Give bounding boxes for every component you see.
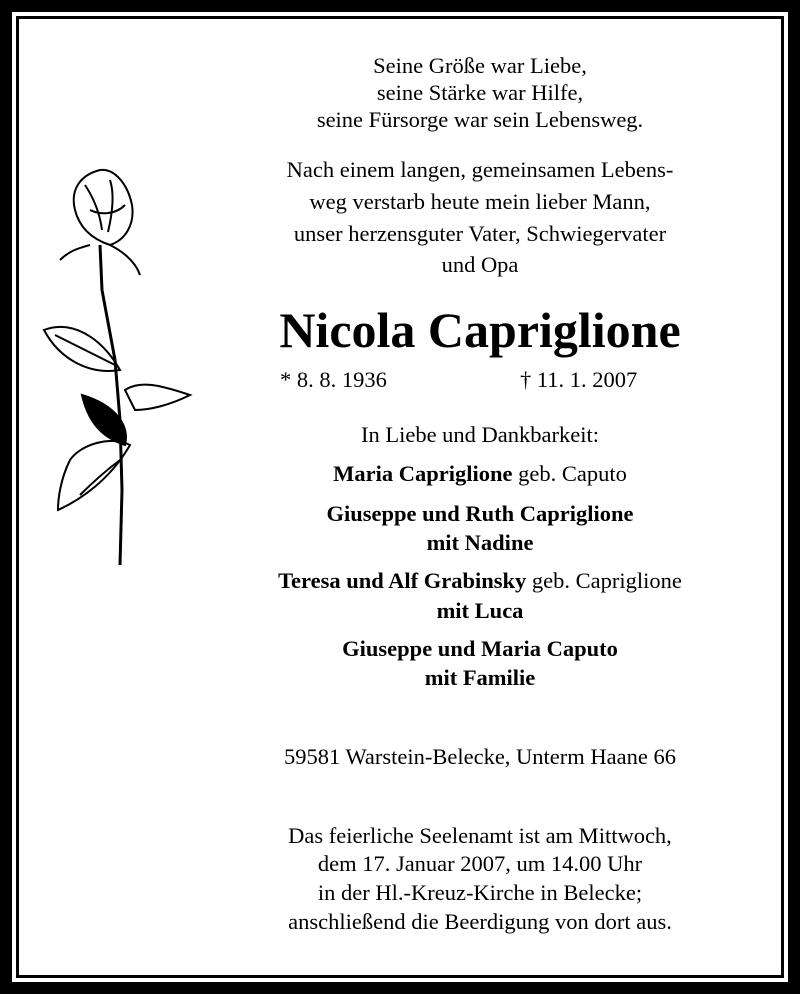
rose-illustration bbox=[40, 160, 200, 580]
mourner-line bbox=[200, 568, 760, 594]
birth-date: * 8. 8. 1936 bbox=[280, 367, 387, 392]
motto-line: seine Stärke war Hilfe, bbox=[376, 80, 584, 105]
motto-line: seine Fürsorge war sein Lebensweg. bbox=[316, 107, 644, 132]
mourner-line: Giuseppe und Maria Caputo bbox=[342, 636, 618, 661]
mourners-heading: In Liebe und Dankbarkeit: bbox=[360, 422, 600, 447]
address: 59581 Warstein-Belecke, Unterm Haane 66 bbox=[283, 744, 676, 769]
intro-line: Nach einem langen, gemeinsamen Lebens- bbox=[286, 157, 674, 182]
motto-line: Seine Größe war Liebe, bbox=[373, 53, 587, 78]
mourner-name: Teresa und Alf Grabinsky bbox=[278, 568, 527, 593]
deceased-name: Nicola Capriglione bbox=[279, 302, 681, 358]
mourner-line bbox=[200, 461, 760, 487]
intro-line: und Opa bbox=[441, 252, 519, 277]
mourner-line: mit Nadine bbox=[426, 530, 534, 555]
intro-line: unser herzensguter Vater, Schwiegervater bbox=[293, 221, 667, 246]
mourner-line: mit Luca bbox=[436, 598, 524, 623]
mourner-line: Giuseppe und Ruth Capriglione bbox=[326, 501, 634, 526]
intro-line: weg verstarb heute mein lieber Mann, bbox=[309, 189, 651, 214]
service-line: Das feierliche Seelenamt ist am Mittwoch, bbox=[288, 823, 672, 848]
mourner-suffix: geb. Capriglione bbox=[526, 568, 682, 593]
mourner-name: Maria Capriglione bbox=[333, 461, 513, 486]
death-date: † 11. 1. 2007 bbox=[520, 367, 638, 392]
service-line: in der Hl.-Kreuz-Kirche in Belecke; bbox=[317, 880, 643, 905]
mourner-line: mit Familie bbox=[424, 665, 536, 690]
service-line: anschließend die Beerdigung von dort aus. bbox=[288, 909, 672, 934]
service-line: dem 17. Januar 2007, um 14.00 Uhr bbox=[317, 851, 643, 876]
mourner-suffix: geb. Caputo bbox=[512, 461, 627, 486]
